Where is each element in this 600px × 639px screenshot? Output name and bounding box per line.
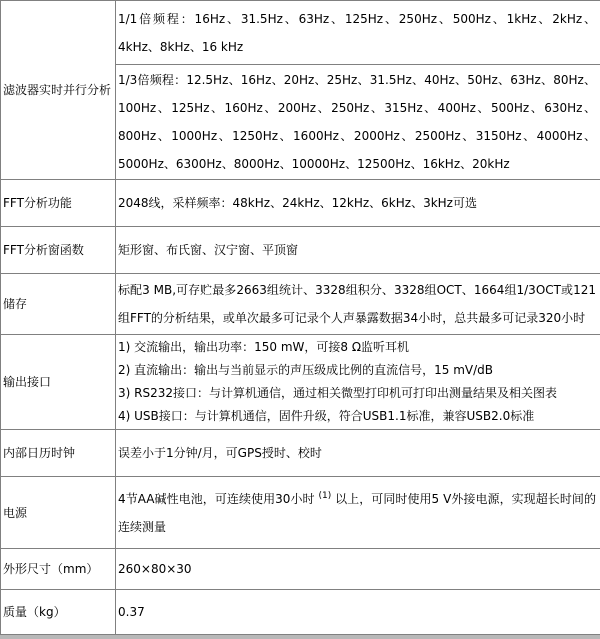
row-label-output-interface: 输出接口	[1, 335, 116, 430]
row-label-fft-window: FFT分析窗函数	[1, 227, 116, 274]
table-row-storage	[1, 274, 600, 335]
row-label-power: 电源	[1, 477, 116, 549]
output-item-ac: 1) 交流输出，输出功率：150 mW，可接8 Ω监听耳机	[118, 340, 410, 354]
table-row-clock	[1, 430, 600, 477]
cell-output-interface	[116, 335, 600, 430]
row-label-storage: 储存	[1, 274, 116, 335]
row-label-clock: 内部日历时钟	[1, 430, 116, 477]
table-row-weight	[1, 590, 600, 635]
cell-dimensions: 260×80×30	[116, 549, 600, 590]
table-row-octave-1-1	[1, 1, 600, 65]
output-item-rs232: 3) RS232接口：与计算机通信，通过相关微型打印机可打印出测量结果及相关图表	[118, 386, 557, 400]
cell-fft-window: 矩形窗、布氏窗、汉宁窗、平顶窗	[116, 227, 600, 274]
table-row-power	[1, 477, 600, 549]
row-label-filter-analysis: 滤波器实时并行分析	[1, 1, 116, 180]
power-text-pre: 4节AA碱性电池，可连续使用30小时	[118, 491, 319, 506]
cell-octave-1-1: 1/1倍频程：16Hz、31.5Hz、63Hz、125Hz、250Hz、500Hz、1kHz、2kHz、4kHz、8kHz、16 kHz	[116, 1, 600, 65]
output-item-dc: 2) 直流输出：输出与当前显示的声压级成比例的直流信号，15 mV/dB	[118, 363, 494, 377]
bottom-strip	[0, 635, 600, 639]
table-row-fft-function	[1, 180, 600, 227]
table-row-fft-window	[1, 227, 600, 274]
cell-fft-function: 2048线，采样频率：48kHz、24kHz、12kHz、6kHz、3kHz可选	[116, 180, 600, 227]
cell-storage: 标配3 MB,可存贮最多2663组统计、3328组积分、3328组OCT、1664组1/3OCT或121组FFT的分析结果，或单次最多可记录个人声暴露数据34小时，总共最多可记录320小时	[116, 274, 600, 335]
power-text-post: 以上，可同时使用5 V外接电源，实现超长时间的连续测量	[118, 491, 596, 534]
cell-octave-1-3: 1/3倍频程：12.5Hz、16Hz、20Hz、25Hz、31.5Hz、40Hz、50Hz、63Hz、80Hz、100Hz、125Hz、160Hz、200Hz、250Hz、315Hz、400Hz、500Hz、630Hz、800Hz、1000Hz、1250Hz、1600Hz、2000Hz、2500Hz、3150Hz、4000Hz、5000Hz、6300Hz、8000Hz、10000Hz、12500Hz、16kHz、20kHz	[116, 65, 600, 180]
row-label-dimensions: 外形尺寸（mm）	[1, 549, 116, 590]
cell-weight: 0.37	[116, 590, 600, 635]
table-row-output-interface	[1, 335, 600, 430]
row-label-fft-function: FFT分析功能	[1, 180, 116, 227]
output-item-usb: 4) USB接口：与计算机通信，固件升级，符合USB1.1标准，兼容USB2.0标准	[118, 409, 535, 423]
table-row-dimensions	[1, 549, 600, 590]
row-label-weight: 质量（kg）	[1, 590, 116, 635]
power-footnote-sup: (1)	[318, 490, 332, 501]
cell-clock: 误差小于1分钟/月，可GPS授时、校时	[116, 430, 600, 477]
cell-power	[116, 477, 600, 549]
